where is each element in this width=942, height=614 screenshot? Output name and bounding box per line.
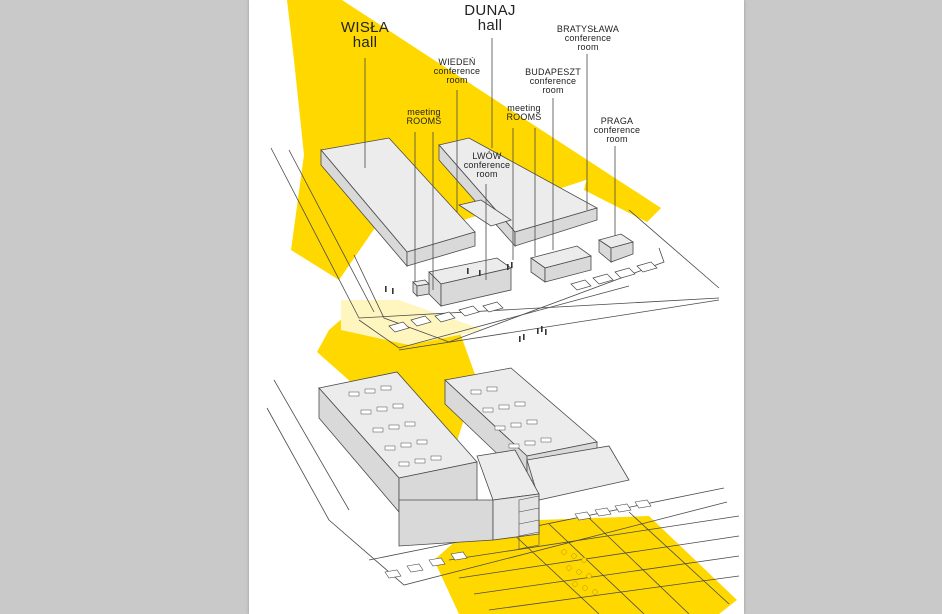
dunaj-hall-type: hall [477, 17, 503, 34]
wieden-type1: conference [433, 66, 481, 76]
axonometric-venue-drawing [249, 0, 744, 614]
dunaj-hall-name: DUNAJ [464, 2, 516, 19]
lwow-type1: conference [463, 160, 511, 170]
meeting-left-line2: ROOMS [406, 116, 442, 126]
lwow-type2: room [476, 169, 498, 179]
meeting-left-line1: meeting [407, 107, 441, 117]
dunaj-hall-label [460, 3, 520, 33]
wieden-type2: room [446, 75, 468, 85]
meeting-right-line1: meeting [507, 103, 541, 113]
wisla-hall-label [335, 20, 395, 50]
lwow-conference-label [457, 152, 517, 179]
bratyslawa-conference-label [549, 25, 627, 52]
budapeszt-conference-label [519, 68, 587, 95]
lwow-name: LWÓW [472, 151, 502, 161]
wieden-conference-label [427, 58, 487, 85]
praga-name: PRAGA [600, 116, 634, 126]
bratyslawa-type2: room [577, 42, 599, 52]
budapeszt-type1: conference [529, 76, 577, 86]
venue-diagram-sheet [249, 0, 744, 614]
meeting-right-line2: ROOMS [506, 112, 542, 122]
meeting-rooms-left-label [399, 108, 449, 126]
wieden-name: WIEDEŃ [438, 57, 476, 67]
bratyslawa-name: BRATYSŁAWA [556, 24, 620, 34]
praga-type1: conference [593, 125, 641, 135]
meeting-rooms-right-label [499, 104, 549, 122]
wisla-hall-type: hall [352, 34, 378, 51]
praga-type2: room [606, 134, 628, 144]
budapeszt-name: BUDAPESZT [525, 67, 581, 77]
praga-conference-label [587, 117, 647, 144]
budapeszt-type2: room [542, 85, 564, 95]
wisla-hall-name: WISŁA [340, 19, 390, 36]
bratyslawa-type1: conference [564, 33, 612, 43]
